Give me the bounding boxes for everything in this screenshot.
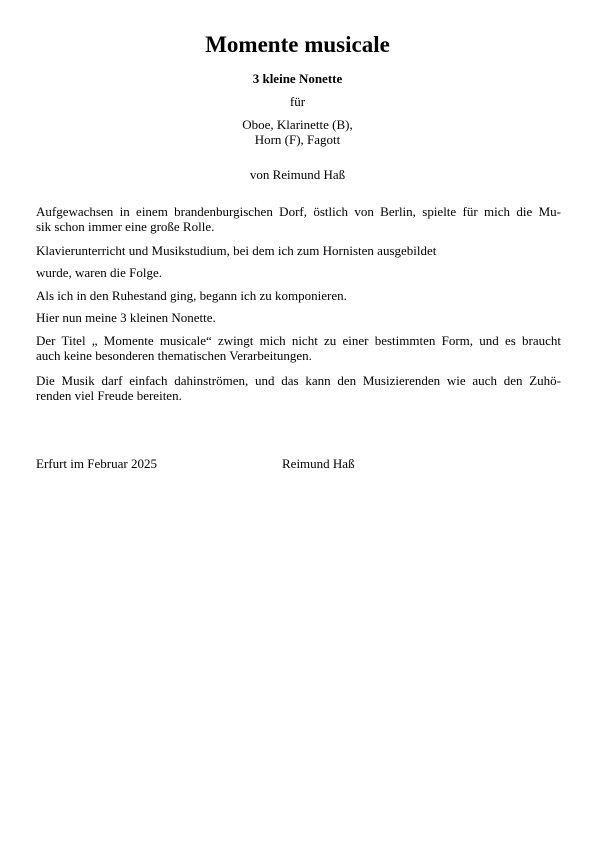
paragraph-childhood-line-1: Aufgewachsen in einem brandenburgischen Dorf, östlich von Berlin, spielte für mich die Mu- [36, 204, 561, 219]
paragraph-retirement-line-1: Als ich in den Ruhestand ging, begann ich zu komponieren. [36, 288, 347, 303]
paragraph-education [36, 243, 561, 258]
paragraph-education-line-1: Klavierunterricht und Musikstudium, bei dem ich zum Hornisten ausgebildet [36, 243, 437, 258]
paragraph-nonets-line-1: Hier nun meine 3 kleinen Nonette. [36, 310, 216, 325]
paragraph-consequence-line-1: wurde, waren die Folge. [36, 265, 162, 280]
instrumentation [0, 117, 595, 147]
for-label: für [289, 94, 306, 109]
paragraph-title-explanation [36, 333, 561, 363]
paragraph-retirement [36, 288, 561, 303]
paragraph-consequence [36, 265, 561, 280]
paragraph-nonets [36, 310, 561, 325]
document-title: Momente musicale [205, 32, 390, 57]
paragraph-title-explanation-line-1: Der Titel „ Momente musicale“ zwingt mich nicht zu einer bestimmten Form, und es braucht [36, 333, 561, 348]
instrumentation-line-2: Horn (F), Fagott [254, 132, 341, 147]
composer-line: von Reimund Haß [249, 167, 346, 182]
paragraph-music-flow-line-2: renden viel Freude bereiten. [36, 388, 182, 403]
paragraph-title-explanation-line-2: auch keine besonderen thematischen Verarbeitungen. [36, 348, 312, 363]
instrumentation-line-1: Oboe, Klarinette (B), [242, 117, 353, 132]
paragraph-music-flow-line-1: Die Musik darf einfach dahinströmen, und das kann den Musizierenden wie auch den Zuhö- [36, 373, 561, 388]
signature-name: Reimund Haß [282, 456, 355, 471]
paragraph-childhood-line-2: sik schon immer eine große Rolle. [36, 219, 215, 234]
place-and-date: Erfurt im Februar 2025 [36, 456, 157, 471]
paragraph-music-flow [36, 373, 561, 403]
paragraph-childhood [36, 204, 561, 234]
document-subtitle: 3 kleine Nonette [252, 71, 343, 86]
